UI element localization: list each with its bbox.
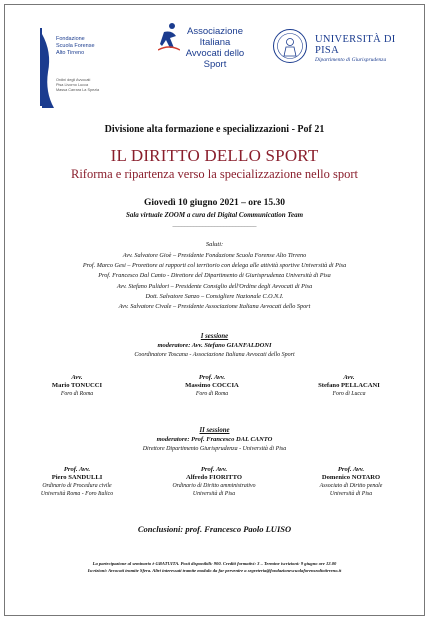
- aiads-logo: [158, 22, 258, 82]
- speaker-name: Piero SANDULLI: [51, 474, 103, 481]
- event-subtitle: Riforma e ripartenza verso la specializzazione nello sport: [70, 167, 359, 181]
- fsf-line: Alto Tirreno: [56, 50, 85, 56]
- session-1-moderator-role: Coordinatore Toscana - Associazione Italiana Avvocati dello Sport: [134, 352, 295, 358]
- speaker-affiliation: Associato di Diritto penale: [319, 483, 383, 489]
- event-venue: Sala virtuale ZOOM a cura del Digital Communication Team: [125, 211, 304, 219]
- speaker-card: [12, 466, 142, 498]
- speaker-title: Avv.: [71, 374, 83, 381]
- speaker-name: Stefano PELLACANI: [318, 382, 380, 389]
- saluti-label: Saluti:: [205, 241, 224, 248]
- session-1-moderator: moderatore: Avv. Stefano GIANFALDONI: [157, 342, 272, 349]
- speaker-name: Mario TONUCCI: [51, 382, 103, 389]
- saluti-item: Prof. Marco Gesi – Prorettore ai rapporti col territorio con delega alle attività sportive Università di Pisa: [82, 262, 347, 270]
- speaker-name: Domenico NOTARO: [321, 474, 381, 481]
- event-date: Giovedì 10 giugno 2021 – ore 15.30: [143, 198, 285, 208]
- speaker-title: Avv.: [343, 374, 355, 381]
- speaker-affiliation: Foro di Lucca: [332, 391, 366, 397]
- division-heading: Divisione alta formazione e specializzazioni - Pof 21: [104, 124, 325, 135]
- session-2-moderator: moderatore: Prof. Francesco DAL CANTO: [156, 436, 273, 443]
- speaker-card: [12, 374, 142, 398]
- logo-strip: [0, 22, 429, 112]
- conclusions: Conclusioni: prof. Francesco Paolo LUISO: [137, 524, 292, 534]
- speaker-name: Massimo COCCIA: [185, 382, 239, 389]
- university-seal-icon: [272, 28, 308, 64]
- footer-notes: [0, 560, 429, 574]
- speaker-title: Prof. Avv.: [198, 374, 226, 381]
- speaker-title: Prof. Avv.: [200, 466, 228, 473]
- saluti-item: Avv. Salvatore Civale – Presidente Associazione Italiana Avvocati dello Sport: [118, 303, 311, 311]
- department-name: Dipartimento di Giurisprudenza: [315, 57, 387, 63]
- session-2-label: II sessione: [199, 427, 230, 434]
- aiads-line: Italiana: [199, 37, 231, 48]
- speaker-title: Prof. Avv.: [337, 466, 365, 473]
- saluti-list: [0, 251, 429, 312]
- speaker-card: [147, 374, 277, 398]
- speaker-university: Università di Pisa: [329, 491, 373, 497]
- column-emblem-icon: [42, 32, 56, 110]
- university-name: UNIVERSITÀ DI PISA: [315, 34, 396, 56]
- fsf-line: Fondazione: [56, 36, 85, 42]
- footer-line: La partecipazione al seminario è GRATUITA. Posti disponibili: 900. Crediti formativi: 3 – Termine iscrizioni: 9 giugno ore 12.00: [92, 561, 337, 566]
- separator-line: ____________________________: [172, 222, 257, 228]
- fsf-line: Scuola Forense: [56, 43, 95, 49]
- speaker-card: [284, 374, 414, 398]
- speaker-name: Alfredo FIORITTO: [186, 474, 242, 481]
- speaker-card: [286, 466, 416, 498]
- aiads-line: Avvocati dello Sport: [185, 48, 245, 70]
- speaker-title: Prof. Avv.: [63, 466, 91, 473]
- fsf-sub-line: Massa Carrara La Spezia: [56, 88, 100, 92]
- speaker-university: Università di Pisa: [192, 491, 236, 497]
- university-of-pisa-logo: [315, 34, 405, 63]
- saluti-item: Avv. Stefano Pulidori – Presidente Consiglio dell'Ordine degli Avvocati di Pisa: [116, 282, 313, 290]
- saluti-item: Prof. Francesco Dal Canto - Direttore del Dipartimento di Giurisprudenza Università di Pisa: [98, 272, 331, 280]
- saluti-item: Dott. Salvatore Sanzo – Consigliere Nazionale C.O.N.I.: [145, 292, 284, 300]
- speaker-affiliation: Foro di Roma: [195, 391, 229, 397]
- fsf-sub-line: Ordini degli Avvocati: [56, 78, 91, 82]
- footer-line: Iscrizioni: Avvocati tramite Sfera. Altri interessati tramite modulo da far pervenire a segreteria@fondazionescuolaforensealtotirreno.it: [87, 568, 342, 573]
- fondazione-scuola-forense-logo: [32, 28, 132, 108]
- event-title: IL DIRITTO DELLO SPORT: [110, 146, 319, 165]
- speaker-affiliation: Ordinario di Diritto amministrativo: [172, 483, 256, 489]
- aiads-line: Associazione: [187, 26, 243, 37]
- session-1-label: I sessione: [200, 333, 229, 340]
- saluti-item: Avv. Salvatore Gioè – Presidente Fondazione Scuola Forense Alto Tirreno: [122, 252, 307, 259]
- session-2-moderator-role: Direttore Dipartimento Giurisprudenza - Università di Pisa: [142, 446, 287, 452]
- speaker-affiliation: Foro di Roma: [60, 391, 94, 397]
- fsf-sub-line: Pisa Livorno Lucca: [56, 83, 89, 87]
- speaker-affiliation: Ordinario di Procedura civile: [42, 483, 112, 489]
- speaker-card: [149, 466, 279, 498]
- speaker-university: Università Roma - Foro Italico: [40, 491, 114, 497]
